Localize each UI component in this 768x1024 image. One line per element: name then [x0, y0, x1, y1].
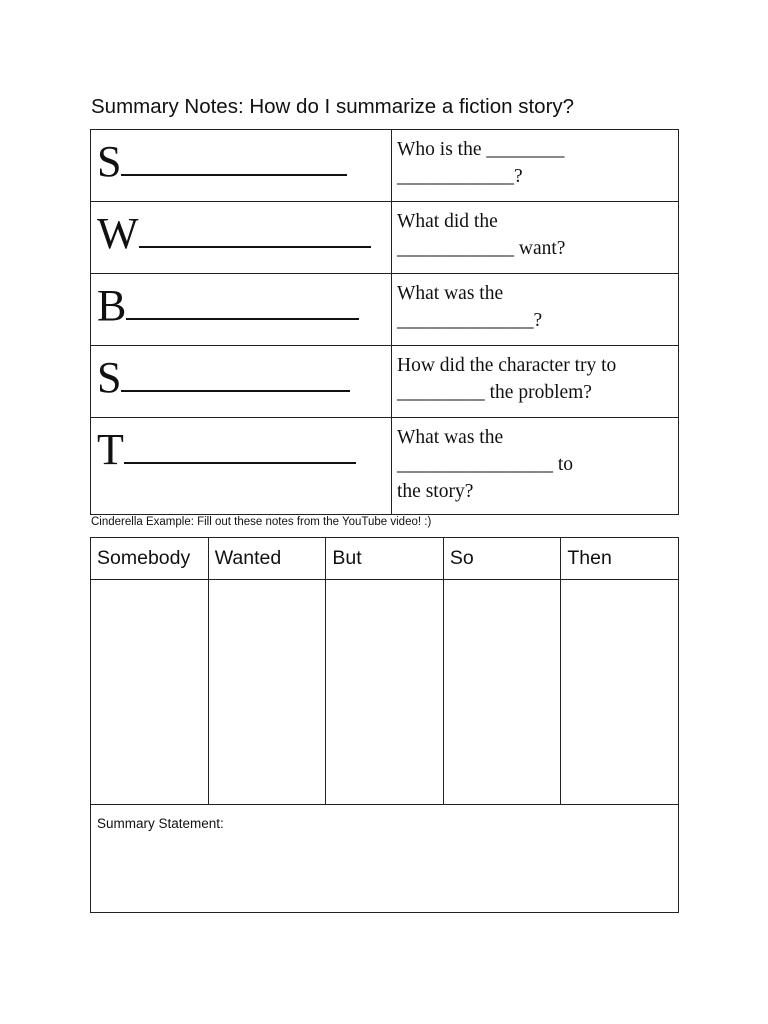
letter-t: T [97, 425, 124, 474]
prompt-line: What did the [397, 211, 498, 232]
answer-blank[interactable] [121, 362, 350, 392]
so-answer-cell[interactable] [443, 580, 561, 805]
summary-row [91, 805, 679, 913]
letter-cell [91, 202, 392, 274]
answer-blank[interactable] [121, 146, 347, 176]
letter-s: S [97, 137, 122, 186]
table-row [91, 130, 679, 202]
cinderella-table [90, 537, 679, 913]
prompt-line: _________ the problem? [397, 382, 592, 403]
table-row [91, 418, 679, 515]
then-answer-cell[interactable] [561, 580, 679, 805]
prompt-cell [392, 130, 679, 202]
prompt-line: ________________ to [397, 454, 574, 475]
letter-s: S [97, 353, 122, 402]
answer-blank[interactable] [126, 290, 359, 320]
summary-statement-label: Summary Statement: [97, 816, 224, 831]
header-then: Then [561, 538, 679, 580]
example-instructions: Cinderella Example: Fill out these notes from the YouTube video! :) [91, 516, 432, 528]
prompt-line: the story? [397, 481, 474, 502]
table-row [91, 202, 679, 274]
letter-cell [91, 130, 392, 202]
prompt-line: How did the character try to [397, 355, 617, 376]
prompt-line: ______________? [397, 310, 543, 331]
header-but: But [326, 538, 444, 580]
prompt-cell [392, 418, 679, 515]
summary-statement-cell[interactable] [91, 805, 679, 913]
header-row [91, 538, 679, 580]
prompt-line: Who is the ________ [397, 139, 565, 160]
prompt-cell [392, 346, 679, 418]
swbst-table [90, 129, 679, 515]
letter-cell [91, 274, 392, 346]
answer-row [91, 580, 679, 805]
letter-cell [91, 346, 392, 418]
prompt-cell [392, 274, 679, 346]
but-answer-cell[interactable] [326, 580, 444, 805]
prompt-line: ____________ want? [397, 238, 566, 259]
somebody-answer-cell[interactable] [91, 580, 209, 805]
prompt-cell [392, 202, 679, 274]
wanted-answer-cell[interactable] [208, 580, 326, 805]
answer-blank[interactable] [124, 434, 356, 464]
prompt-line: What was the [397, 427, 504, 448]
table-row [91, 346, 679, 418]
header-so: So [443, 538, 561, 580]
prompt-line: ____________? [397, 166, 523, 187]
table-row [91, 274, 679, 346]
header-somebody: Somebody [91, 538, 209, 580]
header-wanted: Wanted [208, 538, 326, 580]
page-title: Summary Notes: How do I summarize a fiction story? [91, 95, 575, 118]
letter-w: W [97, 209, 139, 258]
letter-b: B [97, 281, 127, 330]
letter-cell [91, 418, 392, 515]
prompt-line: What was the [397, 283, 504, 304]
answer-blank[interactable] [139, 218, 371, 248]
